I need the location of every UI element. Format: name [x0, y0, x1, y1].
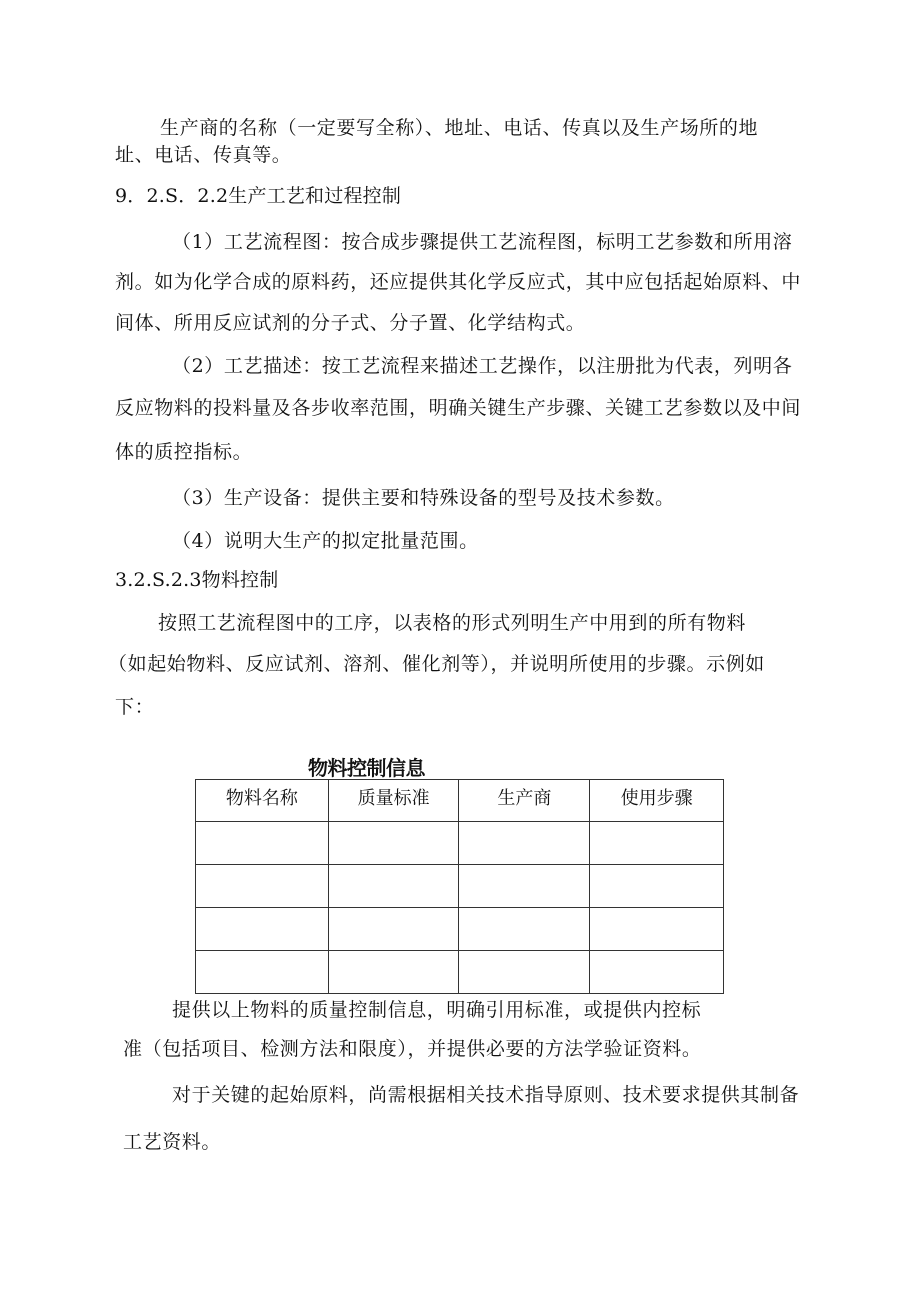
- paragraph-line: （4）说明大生产的拟定批量范围。: [172, 530, 479, 552]
- table-row: [196, 908, 724, 951]
- material-control-table: [195, 779, 724, 994]
- section-heading: 9．2.S．2.2生产工艺和过程控制: [115, 185, 402, 207]
- paragraph-line: 下：: [115, 696, 155, 718]
- paragraph-line: 对于关键的起始原料，尚需根据相关技术指导原则、技术要求提供其制备: [172, 1084, 800, 1106]
- paragraph-line: （2）工艺描述：按工艺流程来描述工艺操作，以注册批为代表，列明各: [172, 355, 793, 377]
- table-cell: [459, 951, 590, 994]
- table-header-cell: 生产商: [459, 780, 590, 822]
- paragraph-line: （3）生产设备：提供主要和特殊设备的型号及技术参数。: [172, 487, 675, 509]
- paragraph-line: 剂。如为化学合成的原料药，还应提供其化学反应式，其中应包括起始原料、中: [115, 271, 802, 293]
- paragraph-line: 址、电话、传真等。: [115, 144, 292, 166]
- paragraph-line: 体的质控指标。: [115, 441, 253, 463]
- table-row: [196, 951, 724, 994]
- table-cell: [459, 822, 590, 865]
- paragraph-line: 按照工艺流程图中的工序，以表格的形式列明生产中用到的所有物料: [158, 612, 747, 634]
- table-cell: [459, 908, 590, 951]
- paragraph-line: 生产商的名称（一定要写全称）、地址、电话、传真以及生产场所的地: [160, 117, 759, 139]
- table-cell: [328, 951, 459, 994]
- table-cell: [590, 822, 724, 865]
- table-header-cell: 使用步骤: [590, 780, 724, 822]
- paragraph-line: （1）工艺流程图：按合成步骤提供工艺流程图，标明工艺参数和所用溶: [172, 231, 793, 253]
- table-header-cell: 物料名称: [196, 780, 329, 822]
- table-row: [196, 865, 724, 908]
- paragraph-line: （如起始物料、反应试剂、溶剂、催化剂等），并说明所使用的步骤。示例如: [108, 653, 765, 675]
- table-header-cell: 质量标准: [328, 780, 459, 822]
- table-cell: [328, 908, 459, 951]
- table-header-row: [196, 780, 724, 822]
- paragraph-line: 工艺资料。: [123, 1131, 222, 1153]
- table-cell: [590, 865, 724, 908]
- table-title: 物料控制信息: [308, 756, 425, 780]
- section-heading: 3.2.S.2.3物料控制: [115, 569, 279, 591]
- paragraph-line: 准（包括项目、检测方法和限度），并提供必要的方法学验证资料。: [123, 1038, 702, 1060]
- table-cell: [196, 865, 329, 908]
- table-cell: [196, 951, 329, 994]
- table-cell: [328, 822, 459, 865]
- paragraph-line: 提供以上物料的质量控制信息，明确引用标准，或提供内控标: [172, 999, 702, 1021]
- table-cell: [196, 822, 329, 865]
- paragraph-line: 反应物料的投料量及各步收率范围，明确关键生产步骤、关键工艺参数以及中间: [115, 397, 802, 419]
- table-cell: [196, 908, 329, 951]
- table-cell: [459, 865, 590, 908]
- table-cell: [590, 908, 724, 951]
- table-cell: [328, 865, 459, 908]
- table-cell: [590, 951, 724, 994]
- table-row: [196, 822, 724, 865]
- paragraph-line: 间体、所用反应试剂的分子式、分子置、化学结构式。: [115, 312, 586, 334]
